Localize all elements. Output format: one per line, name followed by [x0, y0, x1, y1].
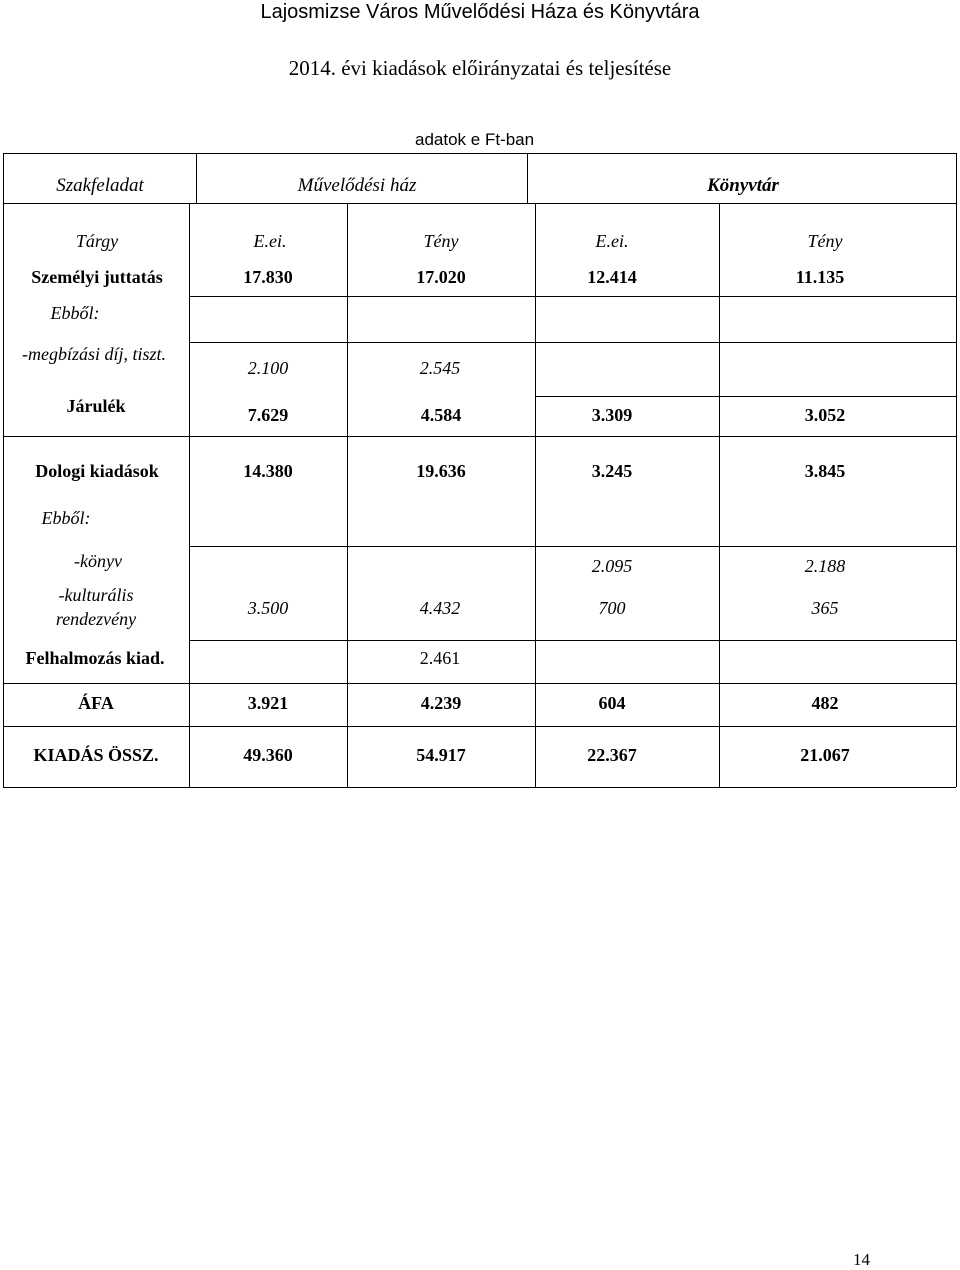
value-actual-1: 19.636	[416, 461, 466, 481]
report-title: 2014. évi kiadások előirányzatai és teljesítése	[288, 56, 672, 80]
row-label: Személyi juttatás	[31, 267, 163, 287]
subheader-actual-1: Tény	[423, 231, 459, 251]
value-actual-2: 2.188	[804, 556, 846, 576]
row-label: Felhalmozás kiad.	[25, 648, 165, 668]
of-which-label: Ebből:	[50, 303, 100, 323]
subheader-actual-2: Tény	[807, 231, 843, 251]
value-actual-2: 21.067	[800, 745, 850, 765]
row-label: Járulék	[66, 396, 126, 416]
value-actual-1: 4.584	[420, 405, 462, 425]
value-plan-2: 700	[598, 598, 626, 618]
value-plan-2: 3.309	[591, 405, 633, 425]
value-plan-2: 604	[598, 693, 626, 713]
value-actual-2: 482	[811, 693, 839, 713]
value-actual-2: 3.052	[804, 405, 846, 425]
header-library: Könyvtár	[707, 175, 779, 196]
value-actual-1: 4.239	[420, 693, 462, 713]
subheader-subject: Tárgy	[75, 231, 119, 251]
value-actual-2: 11.135	[795, 267, 845, 287]
value-plan-1: 49.360	[243, 745, 293, 765]
value-plan-2: 2.095	[591, 556, 633, 576]
header-culture-house: Művelődési ház	[297, 175, 417, 196]
value-plan-1: 7.629	[247, 405, 289, 425]
header-task: Szakfeladat	[56, 175, 144, 196]
row-label-line-1: -kulturális	[58, 585, 134, 605]
row-label: -könyv	[74, 551, 122, 571]
value-plan-1: 2.100	[247, 358, 289, 378]
page-number: 14	[853, 1250, 870, 1269]
unit-note: adatok e Ft-ban	[415, 130, 535, 149]
value-actual-2: 3.845	[804, 461, 846, 481]
value-plan-1: 3.500	[247, 598, 289, 618]
value-plan-2: 3.245	[591, 461, 633, 481]
value-plan-1: 14.380	[243, 461, 293, 481]
value-actual-1: 4.432	[419, 598, 461, 618]
value-plan-2: 22.367	[587, 745, 637, 765]
subheader-plan-2: E.ei.	[595, 231, 629, 251]
value-actual-1: 2.545	[419, 358, 461, 378]
value-actual-1: 2.461	[419, 648, 461, 668]
value-actual-2: 365	[811, 598, 839, 618]
value-actual-1: 54.917	[416, 745, 466, 765]
row-label: ÁFA	[78, 693, 114, 713]
value-plan-2: 12.414	[587, 267, 637, 287]
row-label-line-2: rendezvény	[55, 609, 137, 629]
value-plan-1: 17.830	[243, 267, 293, 287]
row-label: KIADÁS ÖSSZ.	[33, 745, 159, 765]
value-plan-1: 3.921	[247, 693, 289, 713]
subheader-plan-1: E.ei.	[253, 231, 287, 251]
row-label: Dologi kiadások	[35, 461, 159, 481]
value-actual-1: 17.020	[416, 267, 466, 287]
of-which-label: Ebből:	[41, 508, 91, 528]
row-label: -megbízási díj, tiszt.	[21, 344, 167, 364]
institution-title: Lajosmizse Város Művelődési Háza és Könyvtára	[260, 1, 700, 23]
